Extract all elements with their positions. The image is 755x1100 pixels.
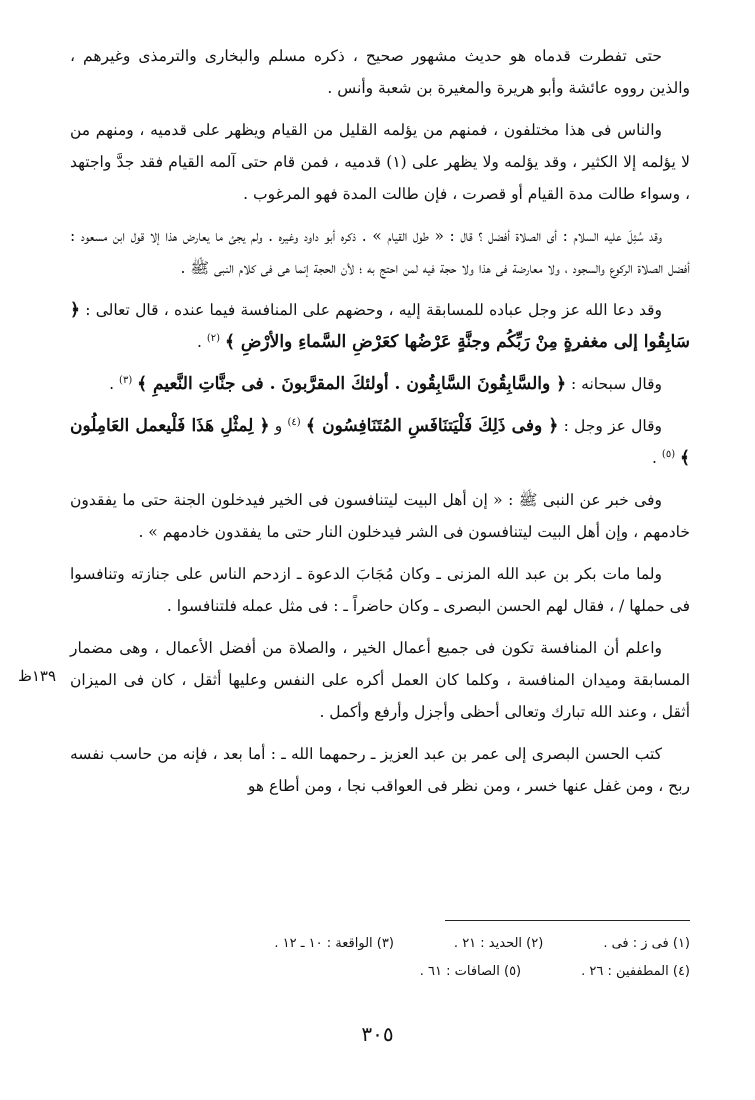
- paragraph-7: وفى خبر عن النبى ﷺ : « إن أهل البيت ليتنافسون فى الخير فيدخلون الجنة حتى ما يفقدون خادمهم ، وإن أهل البيت ليتنافسون فى الشر فيدخلون النار حتى ما يفقدون خادمهم » .: [70, 491, 690, 541]
- footnotes: [70, 930, 690, 986]
- paragraph-6-end: .: [652, 449, 657, 467]
- paragraph-5-intro: وقال سبحانه :: [571, 375, 662, 393]
- footnote-5: (٥) الصافات : ٦١ .: [419, 964, 522, 979]
- footnote-ref-3: (٣): [119, 374, 133, 386]
- footnote-ref-4: (٤): [287, 416, 301, 428]
- paragraph-1: حتى تفطرت قدماه هو حديث مشهور صحيح ، ذكره مسلم والبخارى والترمذى وغيرهم ، والذين رووه عائشة وأبو هريرة والمغيرة بن شعبة وأنس .: [70, 47, 690, 97]
- quran-verse-amilun: ﴿ لِمثْلِ هَذَا فَلْيعمل العَامِلُون ﴾: [70, 416, 690, 468]
- paragraph-4: [70, 294, 690, 358]
- footnote-1: (١) فى ز : فى .: [603, 936, 690, 951]
- paragraph-4-intro: وقد دعا الله عز وجل عباده للمسابقة إليه ، وحضهم على المنافسة فيما عنده ، قال تعالى :: [85, 301, 662, 319]
- page-body: [70, 40, 690, 812]
- quran-verse-sabiqun: ﴿ والسَّابِقُونَ السَّابِقُون . أولئكَ المقرَّبونَ . فى جنَّاتِ النَّعيمِ ﴾: [137, 374, 567, 394]
- paragraph-9: واعلم أن المنافسة تكون فى جميع أعمال الخير ، والصلاة من أفضل الأعمال ، وهى مضمار المسابقة وميدان المنافسة ، وكلما كان العمل أكره على النفس وعليها أثقل ، كان فى الميزان أثقل ، وعند الله تبارك وتعالى أحظى وأجزل وأرفع وأكمل .: [70, 639, 690, 721]
- footnote-4: (٤) المطففين : ٢٦ .: [581, 964, 690, 979]
- paragraph-10: كتب الحسن البصرى إلى عمر بن عبد العزيز ـ رحمهما الله ـ : أما بعد ، فإنه من حاسب نفسه ربح ، ومن غفل عنها خسر ، ومن نظر فى العواقب نجا ، ومن أطاع هو: [70, 745, 690, 795]
- footnote-row-2: [70, 958, 690, 986]
- quran-verse-sabiqu: ﴿ سَابِقُوا إلى مغفرةٍ مِنْ رَبِّكُم وجنَّةٍ عَرْضُها كعَرْضِ السَّماءِ والأرْضِ ﴾: [70, 300, 690, 352]
- footnote-3: (٣) الواقعة : ١٠ ـ ١٢ .: [274, 936, 394, 951]
- quran-verse-tanafus: ﴿ وفى ذَلِكَ فَلْيَتنَافَسِ المُتَنَافِسُون ﴾: [305, 416, 559, 436]
- paragraph-3: وقد سُئِلَ عليه السلام : أى الصلاة أفضل ؟ قال : « طول القيام » . ذكره أبو داود وغيره . ولم يجئ ما يعارض هذا إلا قول ابن مسعود : أفضل الصلاة الركوع والسجود ، ولا معارضة فى هذا ولا حجة فيه لمن احتج به ؛ لأن الحجة إنما هى فى كلام النبى ﷺ .: [70, 227, 690, 277]
- paragraph-5: [70, 368, 690, 400]
- footnote-ref-2: (٢): [206, 332, 221, 344]
- paragraph-4-end: .: [197, 333, 202, 351]
- footnote-ref-5: (٥): [661, 448, 676, 460]
- footnote-row-1: [70, 930, 690, 958]
- paragraph-8: ولما مات بكر بن عبد الله المزنى ـ وكان مُجَابَ الدعوة ـ ازدحم الناس على جنازته وتنافسوا فى حملها / ، فقال لهم الحسن البصرى ـ وكان حاضراً ـ : فى مثل عمله فلتنافسوا .: [70, 565, 690, 615]
- paragraph-6-intro: وقال عز وجل :: [563, 417, 662, 435]
- manuscript-folio-note: ١٣٩ظ: [18, 667, 57, 685]
- paragraph-5-end: .: [109, 375, 115, 393]
- paragraph-6: [70, 410, 690, 474]
- page-number: ٣٠٥: [361, 1022, 394, 1046]
- footnote-separator: [445, 920, 690, 921]
- footnote-2: (٢) الحديد : ٢١ .: [453, 936, 544, 951]
- paragraph-6-mid: و: [274, 417, 283, 435]
- paragraph-2: والناس فى هذا مختلفون ، فمنهم من يؤلمه القليل من القيام ويظهر على قدميه ، ومنهم من لا يؤلمه إلا الكثير ، وقد يؤلمه ولا يظهر على (١) قدميه ، فمن قام حتى آلمه القيام فقد جدَّ واجتهد ، وسواء طالت مدة القيام أو قصرت ، فإن طالت المدة فهو المرغوب .: [70, 121, 690, 203]
